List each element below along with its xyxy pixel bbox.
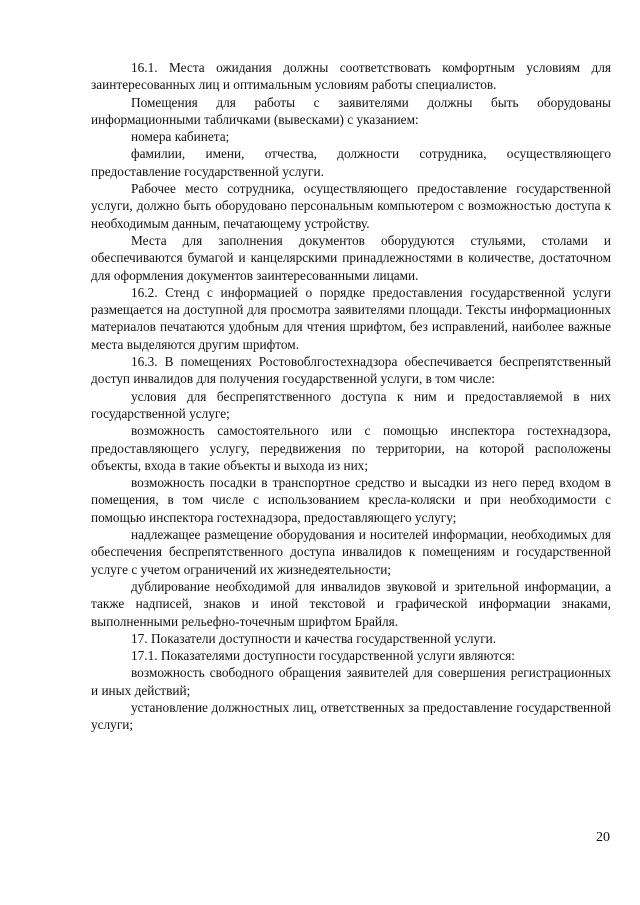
- paragraph-17: 17. Показатели доступности и качества государственной услуги.: [131, 630, 497, 646]
- paragraph-equipment: надлежащее размещение оборудования и носителей информации, необходимых для обеспечения беспрепятственного доступа инвалидов к помещениям и государственной услуге с учетом ограничений их жизнедеятельности;: [91, 527, 611, 577]
- paragraph-employee-name: фамилии, имени, отчества, должности сотрудника, осуществляющего предоставление государственной услуги.: [91, 146, 611, 179]
- paragraph-premises: Помещения для работы с заявителями должны быть оборудованы информационными табличками (вывесками) с указанием:: [91, 94, 611, 127]
- paragraph-forms-area: Места для заполнения документов оборудуются стульями, столами и обеспечиваются бумагой и канцелярскими принадлежностями в количестве, достаточном для оформления документов заинтересованными лицами.: [91, 232, 611, 283]
- paragraph-17-1: 17.1. Показателями доступности государственной услуги являются:: [131, 648, 515, 664]
- paragraph-16-3: 16.3. В помещениях Ростовоблгостехнадзора обеспечивается беспрепятственный доступ инвалидов для получения государственной услуги, в том числе:: [91, 354, 611, 387]
- paragraph-movement: возможность самостоятельного или с помощью инспектора гостехнадзора, предоставляющего услугу, передвижения по территории, на которой расположены объекты, входа в такие объекты и выхода из них;: [91, 423, 611, 473]
- paragraph-room-number: номера кабинета;: [131, 129, 230, 145]
- paragraph-transport: возможность посадки в транспортное средство и высадки из него перед входом в помещения, в том числе с использованием кресла-коляски и при необходимости с помощью инспектора гостехнадзора, предоставляющего услугу;: [91, 475, 611, 525]
- page-number: 20: [596, 830, 610, 845]
- paragraph-braille: дублирование необходимой для инвалидов звуковой и зрительной информации, а также надписей, знаков и иной текстовой и графической информации знаками, выполненными рельефно-точечным шрифтом Брайля.: [91, 578, 611, 629]
- document-body: [91, 59, 611, 734]
- paragraph-workplace: Рабочее место сотрудника, осуществляющего предоставление государственной услуги, должно быть оборудовано персональным компьютером с возможностью доступа к необходимым данным, печатающему устройству.: [91, 181, 611, 231]
- paragraph-access-conditions: условия для беспрепятственного доступа к ним и предоставляемой в них государственной услуге;: [91, 388, 611, 421]
- paragraph-free-access: возможность свободного обращения заявителей для совершения регистрационных и иных действий;: [91, 665, 611, 698]
- paragraph-16-2: 16.2. Стенд с информацией о порядке предоставления государственной услуги размещается на доступной для просмотра заявителями площади. Тексты информационных материалов печатаются удобным для чтения шрифтом, без исправлений, наиболее важные места выделяются другим шрифтом.: [91, 284, 611, 352]
- paragraph-16-1: 16.1. Места ожидания должны соответствовать комфортным условиям для заинтересованных лиц и оптимальным условиям работы специалистов.: [91, 60, 611, 93]
- paragraph-responsible-officials: установление должностных лиц, ответственных за предоставление государственной услуги;: [91, 699, 611, 733]
